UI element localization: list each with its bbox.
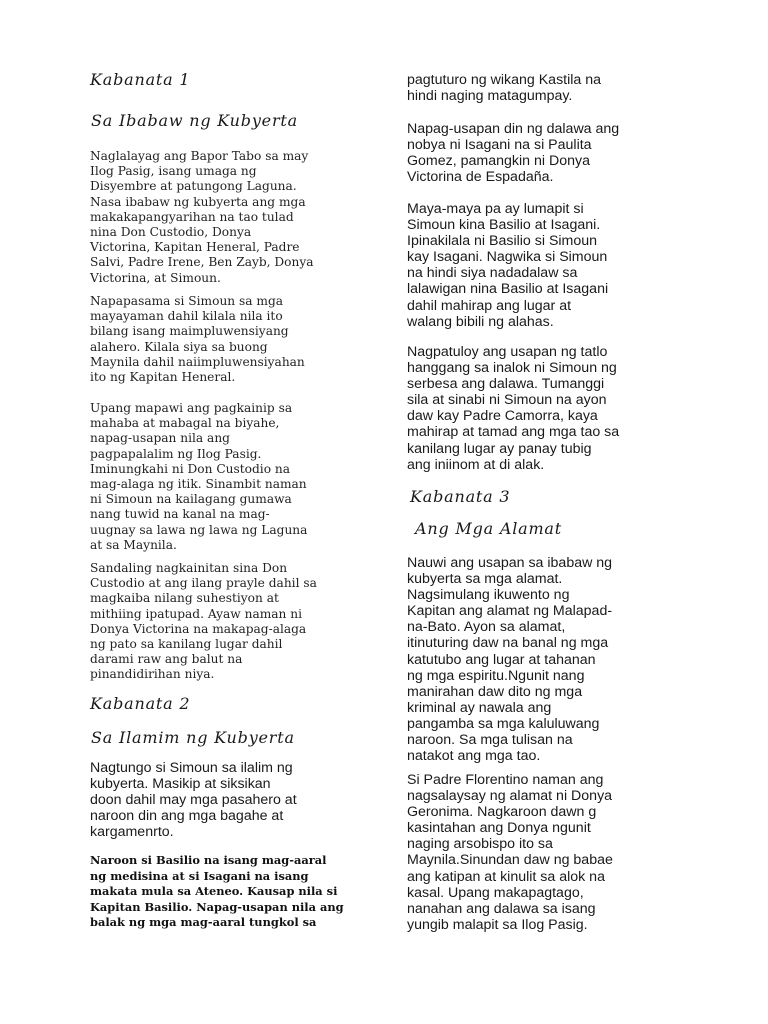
chapter-2-title: Kabanata 2 <box>90 694 191 713</box>
chapter-1-subtitle: Sa Ibabaw ng Kubyerta <box>91 111 298 130</box>
chapter-2-paragraph-3: Napag-usapan din ng dalawa ang nobya ni Isagani na si Paulita Gomez, pamangkin ni Donya Victorina de Espadaña. <box>407 121 620 186</box>
chapter-1-paragraph-3: Upang mapawi ang pagkainip sa mahaba at mabagal na biyahe, napag-usapan nila ang pagpapalalim ng Ilog Pasig. Iminungkahi ni Don Custodio na mag-alaga ng itik. Sinambit naman ni Simoun na kailagang gumawa nang tuwid na kanal na mag- uugnay sa lawa ng lawa ng Laguna at sa Maynila. <box>90 401 308 552</box>
chapter-1-title: Kabanata 1 <box>90 70 191 89</box>
chapter-3-subtitle: Ang Mga Alamat <box>415 519 562 538</box>
chapter-2-paragraph-2: Naroon si Basilio na isang mag-aaral ng medisina at si Isagani na isang makata mula sa Ateneo. Kausap nila si Kapitan Basilio. Napag-usapan nila ang balak ng mga mag-aaral tungkol sa <box>90 853 344 929</box>
chapter-2-subtitle: Sa Ilamim ng Kubyerta <box>91 728 295 747</box>
chapter-1-paragraph-2: Napapasama si Simoun sa mga mayayaman dahil kilala nila ito bilang isang maimpluwensiyang alahero. Kilala siya sa buong Maynila dahil naiimpluwensiyahan ito ng Kapitan Heneral. <box>90 294 305 385</box>
chapter-2-paragraph-2-continued: pagtuturo ng wikang Kastila na hindi naging matagumpay. <box>407 72 602 105</box>
chapter-2-paragraph-5: Nagpatuloy ang usapan ng tatlo hanggang sa inalok ni Simoun ng serbesa ang dalawa. Tumanggi sila at sinabi ni Simoun na ayon daw kay Padre Camorra, kaya mahirap at tamad ang mga tao sa kanilang lugar ay panay tubig ang iniinom at di alak. <box>407 344 620 473</box>
chapter-3-title: Kabanata 3 <box>410 487 511 506</box>
chapter-3-paragraph-2: Si Padre Florentino naman ang nagsalaysay ng alamat ni Donya Geronima. Nagkaroon dawn g kasintahan ang Donya ngunit naging arsobispo ito sa Maynila.Sinundan daw ng babae ang katipan at kinulit sa alok na kasal. Upang makapagtago, nanahan ang dalawa sa isang yungib malapit sa Ilog Pasig. <box>407 772 613 933</box>
chapter-1-paragraph-4: Sandaling nagkainitan sina Don Custodio at ang ilang prayle dahil sa magkaiba nilang suhestiyon at mithiing ipatupad. Ayaw naman ni Donya Victorina na makapag-alaga ng pato sa kanilang lugar dahil darami raw ang balut na pinandidirihan niya. <box>90 561 317 682</box>
chapter-3-paragraph-1: Nauwi ang usapan sa ibabaw ng kubyerta sa mga alamat. Nagsimulang ikuwento ng Kapitan ang alamat ng Malapad- na-Bato. Ayon sa alamat, itinuturing daw na banal ng mga katutubo ang lugar at tahanan ng mga espiritu.Ngunit nang manirahan daw dito ng mga kriminal ay nawala ang pangamba sa mga kaluluwang naroon. Sa mga tulisan na natakot ang mga tao. <box>407 555 613 765</box>
chapter-2-paragraph-1: Nagtungo si Simoun sa ilalim ng kubyerta. Masikip at siksikan doon dahil may mga pasahero at naroon din ang mga bagahe at kargamenrto. <box>90 760 297 841</box>
chapter-2-paragraph-4: Maya-maya pa ay lumapit si Simoun kina Basilio at Isagani. Ipinakilala ni Basilio si Simoun kay Isagani. Nagwika si Simoun na hindi siya nadadalaw sa lalawigan nina Basilio at Isagani dahil mahirap ang lugar at walang bibili ng alahas. <box>407 201 609 330</box>
chapter-1-paragraph-1: Naglalayag ang Bapor Tabo sa may Ilog Pasig, isang umaga ng Disyembre at patungong Laguna. Nasa ibabaw ng kubyerta ang mga makakapangyarihan na tao tulad nina Don Custodio, Donya Victorina, Kapitan Heneral, Padre Salvi, Padre Irene, Ben Zayb, Donya Victorina, at Simoun. <box>90 149 314 285</box>
